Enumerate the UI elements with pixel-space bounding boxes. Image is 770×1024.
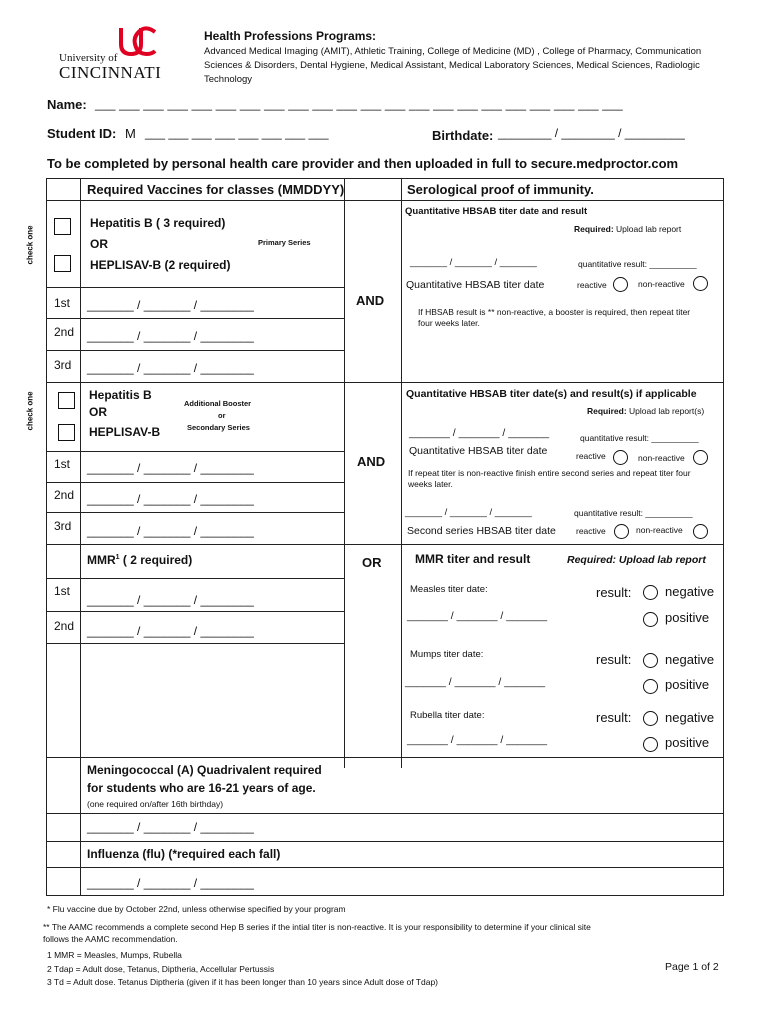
logo-line1: University of <box>59 52 118 64</box>
dose-label: 1st <box>54 584 71 598</box>
primary-note: If HBSAB result is ** non-reactive, a booster is required, then repeat titer four weeks later. <box>418 307 691 328</box>
student-id-prefix: M <box>125 126 136 141</box>
negative-label: negative <box>665 710 715 725</box>
logo-line2: CINCINNATI <box>59 63 162 82</box>
dose-label: 2nd <box>54 619 75 633</box>
row-line <box>46 544 724 545</box>
dose-label: 3rd <box>54 358 72 372</box>
dose-label: 1st <box>54 296 71 310</box>
row-line <box>46 813 724 814</box>
row-line <box>46 757 724 758</box>
mmr-title-main: MMR <box>87 553 116 567</box>
mumps-label: Mumps titer date: <box>410 649 484 660</box>
mmr-titer-title: MMR titer and result <box>415 552 531 566</box>
non-reactive-label: non-reactive <box>638 279 685 289</box>
titer-date-label: Quantitative HBSAB titer date <box>406 279 545 291</box>
date-field[interactable]: _______ / _______ / ________ <box>87 624 254 638</box>
booster-series-3: Secondary Series <box>187 423 250 432</box>
row-line <box>46 382 724 383</box>
titer-date-field[interactable]: _______ / _______ / _______ <box>410 257 537 268</box>
positive-label: positive <box>665 610 710 625</box>
page-number: Page 1 of 2 <box>665 961 719 973</box>
titer-date-label: Quantitative HBSAB titer date <box>409 445 548 457</box>
hepb-primary-line1: Hepatitis B ( 3 required) <box>90 216 226 230</box>
quantitative-result-field[interactable]: quantitative result: __________ <box>580 433 699 443</box>
primary-required <box>574 224 681 234</box>
meningococcal-note: (one required on/after 16th birthday) <box>87 799 224 809</box>
mmr-title-rest: ( 2 required) <box>119 553 193 567</box>
footnote-aamc: ** The AAMC recommends a complete second Hep B series if the intial titer is non-reactive. It is your responsibility to determine if your clinical site follows the AAMC recommendation. <box>43 922 591 944</box>
row-line <box>46 451 344 452</box>
booster-hepatitis-b-checkbox[interactable] <box>58 392 75 409</box>
hepb-booster-line1: Hepatitis B <box>89 388 152 402</box>
measles-date-field[interactable]: _______ / _______ / _______ <box>407 610 548 622</box>
row-line <box>46 318 344 319</box>
hepb-primary-line2: HEPLISAV-B (2 required) <box>90 258 231 272</box>
date-field[interactable]: _______ / _______ / ________ <box>87 524 254 538</box>
second-titer-date-field[interactable]: _______ / _______ / _______ <box>405 507 532 518</box>
header-programs: Advanced Medical Imaging (AMIT), Athletic Training, College of Medicine (MD) , College of Pharmacy, Communication Sciences & Disorders, Dental Hygiene, Medical Assistant, Medical Laboratory Sciences, Medical Sciences, Radiologic Technology <box>204 46 702 85</box>
booster-note: If repeat titer is non-reactive finish entire second series and repeat titer four weeks later. <box>408 468 691 489</box>
footnote-td: 3 Td = Adult dose. Tetanus Diptheria (given if it has been longer than 10 years since Adult dose of Tdap) <box>47 977 439 987</box>
rubella-date-field[interactable]: _______ / _______ / _______ <box>407 734 548 746</box>
reactive-label: reactive <box>577 280 607 290</box>
rubella-label: Rubella titer date: <box>410 710 485 721</box>
middle-col-divider-left <box>344 178 345 768</box>
negative-label: negative <box>665 584 715 599</box>
rubella-negative-radio[interactable] <box>643 711 658 726</box>
required-bold: Required: <box>587 406 627 416</box>
date-field[interactable]: _______ / _______ / ________ <box>87 361 254 375</box>
date-field[interactable]: _______ / _______ / ________ <box>87 820 254 834</box>
and-label: AND <box>357 454 386 469</box>
negative-label: negative <box>665 652 715 667</box>
dose-label: 2nd <box>54 488 75 502</box>
second-quantitative-result-field[interactable]: quantitative result: __________ <box>574 508 693 518</box>
name-label: Name: <box>47 97 87 112</box>
left-column-header: Required Vaccines for classes (MMDDYY) <box>87 182 345 197</box>
mmr-footnote-mark: 1 <box>115 554 120 561</box>
meningococcal-line2: for students who are 16-21 years of age. <box>87 781 316 795</box>
mmr-required: Required: Upload lab report <box>567 554 706 566</box>
booster-series-2: or <box>218 411 226 420</box>
result-label: result: <box>596 585 632 600</box>
result-label: result: <box>596 652 632 667</box>
titer-date-field[interactable]: _______ / _______ / _______ <box>409 427 550 439</box>
reactive-radio[interactable] <box>614 524 629 539</box>
required-rest: Upload lab report(s) <box>626 406 705 416</box>
positive-label: positive <box>665 735 710 750</box>
student-id-label: Student ID: <box>47 126 117 141</box>
reactive-label: reactive <box>576 526 606 536</box>
measles-negative-radio[interactable] <box>643 585 658 600</box>
second-series-label: Second series HBSAB titer date <box>407 525 556 537</box>
mmr-or-label: OR <box>362 555 382 570</box>
student-id-field[interactable]: ___ ___ ___ ___ ___ ___ ___ ___ <box>145 126 329 140</box>
uc-mark-icon <box>117 26 157 58</box>
footnote-flu: * Flu vaccine due by October 22nd, unless otherwise specified by your program <box>47 904 346 914</box>
booster-required <box>587 406 704 416</box>
positive-label: positive <box>665 677 710 692</box>
heplisav-b-checkbox[interactable] <box>54 255 71 272</box>
reactive-radio[interactable] <box>613 277 628 292</box>
dose-col-divider <box>80 178 81 896</box>
booster-titer-title: Quantitative HBSAB titer date(s) and result(s) if applicable <box>406 388 697 400</box>
hepb-booster-or: OR <box>89 405 107 419</box>
instruction: To be completed by personal health care provider and then uploaded in full to secure.medproctor.com <box>47 156 679 171</box>
row-line <box>46 643 344 644</box>
reactive-radio[interactable] <box>613 450 628 465</box>
non-reactive-radio[interactable] <box>693 524 708 539</box>
mumps-negative-radio[interactable] <box>643 653 658 668</box>
non-reactive-radio[interactable] <box>693 276 708 291</box>
university-logo <box>55 26 175 84</box>
non-reactive-label: non-reactive <box>636 525 683 535</box>
measles-label: Measles titer date: <box>410 584 488 595</box>
dose-label: 2nd <box>54 325 75 339</box>
birthdate-label: Birthdate: <box>432 128 494 143</box>
quantitative-result-field[interactable]: quantitative result: __________ <box>578 259 697 269</box>
primary-series-label: Primary Series <box>258 238 311 247</box>
date-field[interactable]: _______ / _______ / ________ <box>87 329 254 343</box>
check-one-label: check one <box>25 225 35 265</box>
hepatitis-b-checkbox[interactable] <box>54 218 71 235</box>
booster-heplisav-b-checkbox[interactable] <box>58 424 75 441</box>
reactive-label: reactive <box>576 451 606 461</box>
dose-label: 1st <box>54 457 71 471</box>
dose-label: 3rd <box>54 519 72 533</box>
row-line <box>46 867 724 868</box>
row-line <box>46 841 724 842</box>
row-line <box>46 578 344 579</box>
col-header-divider <box>46 200 724 201</box>
meningococcal-line1: Meningococcal (A) Quadrivalent required <box>87 763 322 777</box>
middle-col-divider-right <box>401 178 402 768</box>
header-title: Health Professions Programs: <box>204 29 377 43</box>
flu-title: Influenza (flu) (*required each fall) <box>87 847 281 861</box>
booster-series-1: Additional Booster <box>184 399 252 408</box>
and-label: AND <box>356 293 385 308</box>
right-column-header: Serological proof of immunity. <box>407 182 594 197</box>
required-rest: Upload lab report <box>613 224 682 234</box>
mumps-date-field[interactable]: _______ / _______ / _______ <box>405 676 546 688</box>
non-reactive-radio[interactable] <box>693 450 708 465</box>
non-reactive-label: non-reactive <box>638 453 685 463</box>
result-label: result: <box>596 710 632 725</box>
date-field[interactable]: _______ / _______ / ________ <box>87 298 254 312</box>
mumps-positive-radio[interactable] <box>643 679 658 694</box>
hepb-primary-or: OR <box>90 237 108 251</box>
footnote-tdap: 2 Tdap = Adult dose, Tetanus, Diptheria, Accellular Pertussis <box>47 964 275 974</box>
mmr-title <box>87 553 192 567</box>
rubella-positive-radio[interactable] <box>643 737 658 752</box>
row-line <box>46 482 344 483</box>
date-field[interactable]: _______ / _______ / ________ <box>87 492 254 506</box>
row-line <box>46 287 344 288</box>
footnote-mmr: 1 MMR = Measles, Mumps, Rubella <box>47 950 182 960</box>
date-field[interactable]: _______ / _______ / ________ <box>87 593 254 607</box>
birthdate-field[interactable]: ________ / ________ / _________ <box>498 126 685 140</box>
date-field[interactable]: _______ / _______ / ________ <box>87 461 254 475</box>
measles-positive-radio[interactable] <box>643 612 658 627</box>
name-field[interactable]: ___ ___ ___ ___ ___ ___ ___ ___ ___ ___ ___ ___ ___ ___ ___ ___ ___ ___ ___ ___ ___ ___ <box>95 97 623 111</box>
row-line <box>46 611 344 612</box>
primary-titer-title: Quantitative HBSAB titer date and result <box>405 206 588 217</box>
hepb-booster-line2: HEPLISAV-B <box>89 425 161 439</box>
row-line <box>46 512 344 513</box>
check-one-label: check one <box>25 391 35 431</box>
required-bold: Required: <box>574 224 614 234</box>
row-line <box>46 350 344 351</box>
date-field[interactable]: _______ / _______ / ________ <box>87 876 254 890</box>
